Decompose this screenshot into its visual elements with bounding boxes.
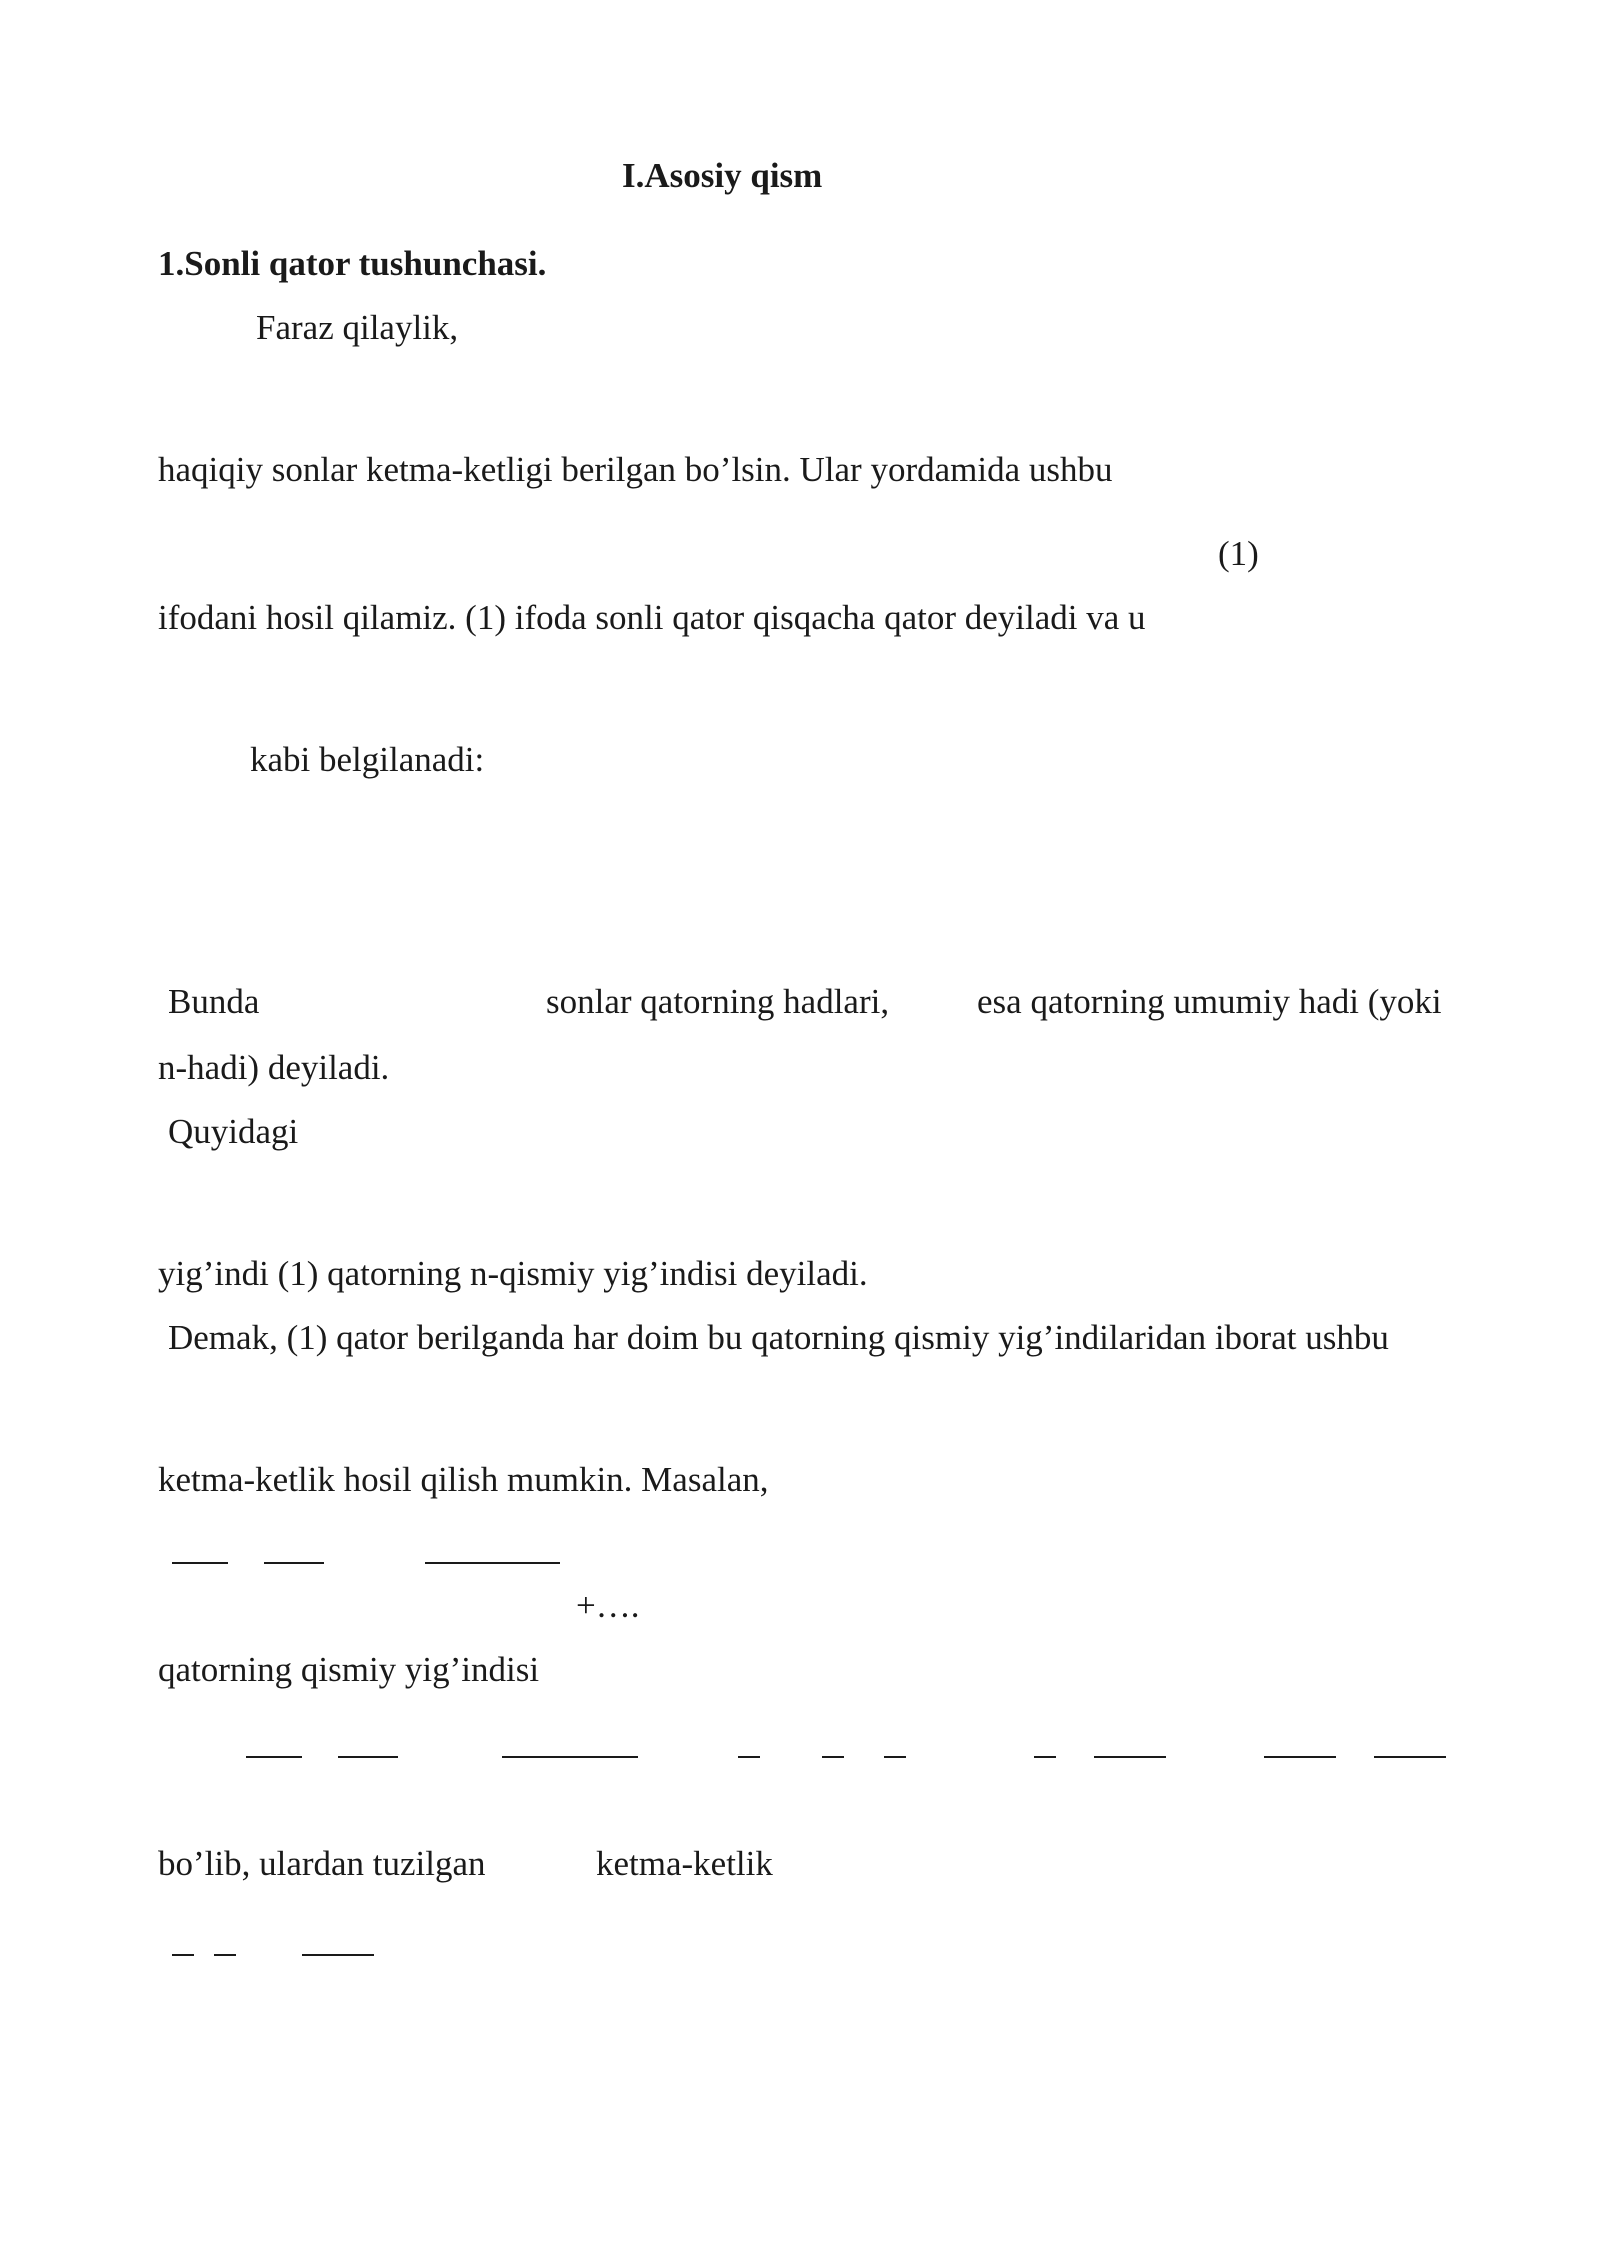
paragraph-qismiy-yigindisi: qatorning qismiy yig’indisi (158, 1650, 540, 1689)
fraction-bar (884, 1756, 906, 1758)
paragraph-haqiqiy: haqiqiy sonlar ketma-ketligi berilgan bo’lsin. Ular yordamida ushbu (158, 450, 1113, 489)
fraction-bar (302, 1954, 374, 1956)
fraction-bar (822, 1756, 844, 1758)
paragraph-umumiy-hadi: esa qatorning umumiy hadi (yoki (977, 982, 1442, 1021)
paragraph-bunda: Bunda (168, 982, 260, 1021)
paragraph-ketma-ketlik: ketma-ketlik hosil qilish mumkin. Masalan, (158, 1460, 769, 1499)
series-continuation: +…. (576, 1586, 640, 1625)
fraction-bar (214, 1954, 236, 1956)
fraction-bar (172, 1562, 228, 1564)
fraction-bar (246, 1756, 302, 1758)
fraction-bar (172, 1954, 194, 1956)
equation-number-1: (1) (1218, 534, 1259, 573)
paragraph-quyidagi: Quyidagi (168, 1112, 299, 1151)
paragraph-kabi: kabi belgilanadi: (250, 740, 485, 779)
paragraph-ifodani: ifodani hosil qilamiz. (1) ifoda sonli qator qisqacha qator deyiladi va u (158, 598, 1146, 637)
fraction-bar (425, 1562, 560, 1564)
fraction-bar (264, 1562, 324, 1564)
fraction-bar (1264, 1756, 1336, 1758)
page-heading: I.Asosiy qism (622, 156, 823, 195)
fraction-bar (1034, 1756, 1056, 1758)
fraction-bar (1094, 1756, 1166, 1758)
paragraph-n-hadi: n-hadi) deyiladi. (158, 1048, 390, 1087)
paragraph-yigindi: yig’indi (1) qatorning n-qismiy yig’indisi deyiladi. (158, 1254, 868, 1293)
paragraph-hadlari: sonlar qatorning hadlari, (546, 982, 890, 1021)
paragraph-bolib: bo’lib, ulardan tuzilgan (158, 1844, 486, 1883)
section-title: 1.Sonli qator tushunchasi. (158, 244, 547, 283)
fraction-bar (338, 1756, 398, 1758)
paragraph-demak: Demak, (1) qator berilganda har doim bu qatorning qismiy yig’indilaridan iborat ushbu (168, 1318, 1389, 1357)
paragraph-faraz: Faraz qilaylik, (256, 308, 459, 347)
fraction-bar (1374, 1756, 1446, 1758)
fraction-bar (502, 1756, 638, 1758)
paragraph-ketma-ketlik-2: ketma-ketlik (596, 1844, 773, 1883)
fraction-bar (738, 1756, 760, 1758)
